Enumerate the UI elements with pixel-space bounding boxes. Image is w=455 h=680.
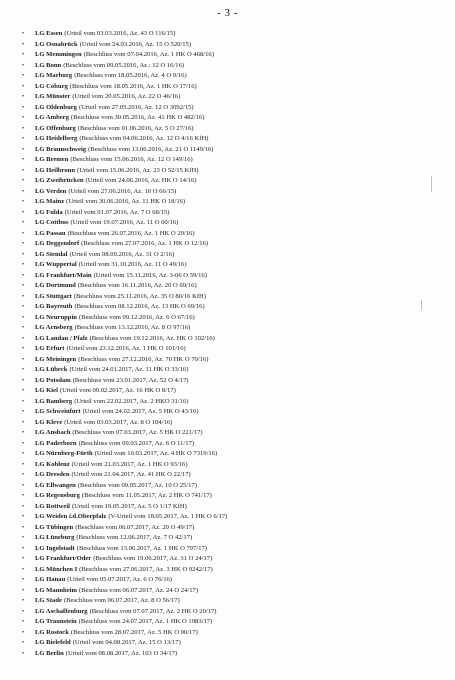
- court-name: LG Bamberg: [35, 397, 73, 405]
- list-item: [22, 596, 449, 607]
- court-decision-list: [22, 29, 449, 659]
- list-item: [22, 365, 449, 376]
- list-item: [22, 229, 449, 240]
- decision-detail: (Beschluss vom 11.05.2017, Az. 2 HK O 741/17): [81, 492, 212, 499]
- list-item: [22, 617, 449, 628]
- decision-detail: (Beschluss vom 06.07.2017, Az. 24 O 24/17): [78, 586, 199, 594]
- court-name: LG Heilbronn: [35, 166, 76, 174]
- bullet-icon: •: [22, 209, 25, 216]
- bullet-icon: •: [22, 41, 25, 48]
- list-item: [22, 575, 449, 586]
- list-item: [22, 113, 449, 124]
- bullet-icon: •: [22, 31, 25, 37]
- bullet-icon: •: [22, 598, 25, 604]
- list-item: [22, 407, 449, 418]
- court-name: LG Marburg: [35, 72, 73, 79]
- decision-detail: (Beschluss vom 18.05.2016, Az. 4 O 9/16): [74, 72, 187, 79]
- court-name: LG Oldenburg: [35, 103, 77, 111]
- decision-detail: (Beschluss vom 25.11.2016, Az. 35 O 80/16 KfH): [73, 292, 206, 300]
- court-name: LG Stade: [35, 597, 62, 604]
- court-name: LG Dortmund: [35, 282, 76, 289]
- bullet-icon: •: [22, 157, 25, 163]
- court-name: LG Berlin: [35, 649, 64, 657]
- decision-detail: (Beschluss vom 28.07.2017, Az. 5 HK O 90/17): [70, 628, 198, 636]
- bullet-icon: •: [22, 503, 25, 510]
- decision-detail: (Beschluss vom 13.06.2016, Az. 21 O 1149/16): [88, 145, 214, 153]
- court-name: LG Ingolstadt: [35, 544, 75, 552]
- list-item: [22, 134, 449, 145]
- bullet-icon: •: [22, 178, 25, 184]
- decision-detail: (Beschluss vom 27.06.2017, Az. 3 HK O 9242/17): [79, 565, 213, 573]
- decision-detail: (Urteil vom 24.02.2017, Az. 5 HK O 43/16): [82, 408, 199, 415]
- decision-detail: (Urteil vom 08.09.2016, Az. 31 O 2/16): [69, 250, 175, 258]
- bullet-icon: •: [22, 650, 25, 657]
- list-item: [22, 260, 449, 271]
- bullet-icon: •: [22, 262, 25, 268]
- court-name: LG Hanau: [35, 576, 66, 583]
- decision-detail: (Urteil vom 27.05.2016, Az. 12 O 3092/15): [78, 103, 194, 111]
- court-name: LG Landau / Pfalz: [35, 334, 88, 342]
- bullet-icon: •: [22, 566, 25, 573]
- list-item: [22, 176, 449, 187]
- court-name: LG Ellwangen: [35, 481, 76, 489]
- list-item: [22, 155, 449, 166]
- court-name: LG Dresden: [35, 471, 70, 478]
- bullet-icon: •: [22, 304, 25, 310]
- court-name: LG Osnabrück: [35, 40, 78, 48]
- decision-detail: (Urteil vom 09.02.2017, Az. 16 HK O 8/17): [59, 387, 176, 394]
- bullet-icon: •: [22, 514, 25, 520]
- bullet-icon: •: [22, 524, 25, 531]
- bullet-icon: •: [22, 62, 25, 69]
- court-name: LG Frankfurt/Oder: [35, 555, 92, 562]
- bullet-icon: •: [22, 587, 25, 594]
- court-name: LG Bayreuth: [35, 303, 73, 310]
- list-item: [22, 439, 449, 450]
- list-item: [22, 491, 449, 502]
- bullet-icon: •: [22, 493, 25, 499]
- court-name: LG Essen: [35, 30, 63, 37]
- court-name: LG Rostock: [35, 628, 69, 636]
- court-name: LG Heidelberg: [35, 135, 78, 142]
- bullet-icon: •: [22, 472, 25, 478]
- decision-detail: (Beschluss vom 18.05.2016, Az. 1 HK O 17/16): [69, 82, 197, 90]
- court-name: LG Coburg: [35, 82, 68, 90]
- decision-detail: (Beschluss vom 06.07.2017, Az. 8 O 56/17): [63, 597, 180, 604]
- court-name: LG Nürnberg-Fürth: [35, 450, 93, 457]
- court-name: LG Neuruppin: [35, 313, 77, 321]
- list-item: [22, 523, 449, 534]
- decision-detail: (Beschluss vom 09.05.2017, Az. 10 O 25/17): [77, 481, 197, 489]
- court-name: LG Deggendorf: [35, 240, 80, 247]
- decision-detail: (Beschluss vom 07.07.2017, Az. 2 HK O 20/17): [89, 607, 217, 615]
- court-name: LG Fulda: [35, 208, 63, 216]
- list-item: [22, 355, 449, 366]
- bullet-icon: •: [22, 451, 25, 457]
- list-item: [22, 586, 449, 597]
- court-name: LG Tübingen: [35, 523, 74, 531]
- bullet-icon: •: [22, 52, 25, 58]
- decision-detail: (Urteil vom 08.08.2017, Az. 103 O 34/17): [65, 649, 178, 657]
- bullet-icon: •: [22, 577, 25, 583]
- bullet-icon: •: [22, 104, 25, 111]
- page-number: - 3 -: [217, 7, 238, 19]
- bullet-icon: •: [22, 94, 25, 100]
- bullet-icon: •: [22, 388, 25, 394]
- decision-detail: (Urteil vom 24.01.2017, Az. 11 HK O 33/16): [69, 366, 189, 373]
- decision-detail: (Urteil vom 24.06.2016, Az. HK O 14/16): [85, 177, 197, 184]
- list-item: [22, 50, 449, 61]
- bullet-icon: •: [22, 545, 25, 552]
- bullet-icon: •: [22, 377, 25, 384]
- court-name: LG Zweibrücken: [35, 177, 84, 184]
- list-item: [22, 40, 449, 51]
- list-item: [22, 460, 449, 471]
- decision-detail: (Beschluss vom 07.03.2017, Az. 5 HK O 221/17): [72, 429, 203, 436]
- court-name: LG Koblenz: [35, 460, 70, 468]
- court-name: LG Traunstein: [35, 618, 77, 625]
- list-item: [22, 512, 449, 523]
- decision-detail: (Beschluss vom 15.06.2016, Az. 12 O 149/16): [70, 156, 193, 163]
- bullet-icon: •: [22, 430, 25, 436]
- list-item: [22, 428, 449, 439]
- decision-detail: (Beschluss vom 13.06.2017, Az. 1 HK O 797/17): [76, 544, 207, 552]
- list-item: [22, 607, 449, 618]
- court-name: LG Lüneburg: [35, 534, 75, 541]
- bullet-icon: •: [22, 73, 25, 79]
- decision-detail: (Beschluss vom 01.06.2016, Az. 5 O 27/16): [77, 124, 194, 132]
- bullet-icon: •: [22, 640, 25, 646]
- court-name: LG Erfurt: [35, 345, 65, 352]
- decision-detail: (Beschluss vom 13.12.2016, Az. 8 O 97/16): [74, 324, 191, 331]
- bullet-icon: •: [22, 325, 25, 331]
- court-name: LG Offenburg: [35, 124, 76, 132]
- list-item: [22, 344, 449, 355]
- decision-detail: (Urteil vom 21.04.2017, Az. 41 HK O 22/17): [71, 471, 191, 478]
- list-item: [22, 197, 449, 208]
- bullet-icon: •: [22, 461, 25, 468]
- list-item: [22, 502, 449, 513]
- bullet-icon: •: [22, 556, 25, 562]
- decision-detail: (Urteil vom 31.10.2016, Az. 11 O 49/16): [78, 261, 187, 268]
- decision-detail: (Urteil vom 15.06.2016, Az. 23 O 52/15 KfH): [77, 166, 199, 174]
- bullet-icon: •: [22, 356, 25, 363]
- bullet-icon: •: [22, 619, 25, 625]
- decision-detail: (Beschluss vom 23.01.2017, Az. 52 O 4/17): [72, 376, 189, 384]
- decision-detail: (Urteil vom 21.03.2017, Az. 1 HK O 93/16): [71, 460, 188, 468]
- court-name: LG Wuppertal: [35, 261, 77, 268]
- court-name: LG Potsdam: [35, 376, 71, 384]
- list-item: [22, 292, 449, 303]
- list-item: [22, 376, 449, 387]
- bullet-icon: •: [22, 125, 25, 132]
- court-name: LG Arnsberg: [35, 324, 73, 331]
- list-item: [22, 565, 449, 576]
- court-name: LG Stuttgart: [35, 292, 72, 300]
- court-name: LG Cottbus: [35, 219, 69, 226]
- decision-detail: (Urteil vom 22.02.2017, Az. 2 HKO 31/16): [74, 397, 189, 405]
- decision-detail: (Urteil vom 03.03.2016, Az. 43 O 116/15): [64, 30, 176, 37]
- bullet-icon: •: [22, 188, 25, 195]
- court-name: LG Verden: [35, 187, 67, 195]
- bullet-icon: •: [22, 335, 25, 342]
- list-item: [22, 187, 449, 198]
- scan-artifact-mark: [421, 300, 422, 310]
- bullet-icon: •: [22, 136, 25, 142]
- list-item: [22, 61, 449, 72]
- list-item: [22, 649, 449, 660]
- list-item: [22, 544, 449, 555]
- court-name: LG Bonn: [35, 61, 62, 69]
- court-name: LG Mainz: [35, 198, 65, 205]
- list-item: [22, 239, 449, 250]
- list-item: [22, 449, 449, 460]
- bullet-icon: •: [22, 167, 25, 174]
- list-item: [22, 481, 449, 492]
- decision-detail: (Urteil vom 04.08.2017, Az. 15 O 13/17): [72, 639, 181, 646]
- list-item: [22, 386, 449, 397]
- list-item: [22, 145, 449, 156]
- bullet-icon: •: [22, 346, 25, 352]
- list-item: [22, 208, 449, 219]
- list-item: [22, 271, 449, 282]
- court-name: LG Bielefeld: [35, 639, 71, 646]
- list-item: [22, 313, 449, 324]
- bullet-icon: •: [22, 440, 25, 447]
- decision-detail: (Beschluss vom 30.05.2016, Az. 41 HK O 482/16): [70, 114, 205, 121]
- list-item: [22, 29, 449, 40]
- list-item: [22, 334, 449, 345]
- decision-detail: (Beschluss vom 12.06.2017, Az. 7 O 42/17): [76, 534, 193, 541]
- court-name: LG Rottweil: [35, 502, 70, 510]
- court-name: LG Kleve: [35, 418, 63, 426]
- decision-detail: (Urteil vom 03.03.2017, Az. 8 O 104/16): [64, 418, 173, 426]
- bullet-icon: •: [22, 535, 25, 541]
- court-name: LG Lübeck: [35, 366, 68, 373]
- bullet-icon: •: [22, 272, 25, 279]
- decision-detail: (Urteil vom 27.06.2016, Az. 10 O 66/15): [68, 187, 177, 195]
- list-item: [22, 533, 449, 544]
- decision-detail: (Beschluss vom 16.11.2016, Az. 20 O 69/16): [77, 282, 197, 289]
- bullet-icon: •: [22, 419, 25, 426]
- bullet-icon: •: [22, 314, 25, 321]
- decision-detail: (Beschluss vom 07.04.2016, Az. 1 HK O 468/16): [83, 51, 214, 58]
- court-name: LG Aschaffenburg: [35, 607, 88, 615]
- list-item: [22, 124, 449, 135]
- decision-detail: (Beschluss vom 19.12.2016, Az. HK O 102/16): [89, 334, 215, 342]
- decision-detail: (Beschluss vom 04.06.2016, Az. 12 O 4/16 KfH): [79, 135, 209, 142]
- court-name: LG Ansbach: [35, 429, 71, 436]
- list-item: [22, 281, 449, 292]
- decision-detail: (Beschluss vom 09.03.2017, Az. 6 O 11/17): [78, 439, 195, 447]
- court-name: LG Paderborn: [35, 439, 77, 447]
- court-name: LG München I: [35, 565, 78, 573]
- court-name: LG Memmingen: [35, 51, 82, 58]
- list-item: [22, 166, 449, 177]
- decision-detail: (Beschluss vom 08.12.2016, Az. 13 HK O 69/16): [74, 303, 205, 310]
- court-name: LG Münster: [35, 93, 71, 100]
- list-item: [22, 250, 449, 261]
- list-item: [22, 470, 449, 481]
- decision-detail: (Urteil vom 19.07.2016, Az. 11 O 60/16): [70, 219, 179, 226]
- scan-artifact-mark: [431, 176, 432, 192]
- bullet-icon: •: [22, 608, 25, 615]
- bullet-icon: •: [22, 367, 25, 373]
- court-name: LG Weiden i.d.Oberpfalz: [35, 513, 107, 520]
- court-name: LG Regensburg: [35, 492, 80, 499]
- decision-detail: (Urteil vom 19.05.2017, Az. 5 O 1/17 KfH): [71, 502, 187, 510]
- list-item: [22, 638, 449, 649]
- decision-detail: (Urteil vom 05.07.2017, Az. 6 O 76/16): [67, 576, 172, 583]
- decision-detail: (Beschluss vom 24.07.2017, Az. 1 HK O 1983/17): [78, 618, 213, 625]
- decision-detail: (Beschluss vom 27.07.2016, Az. 1 HK O 12/16): [81, 240, 209, 247]
- decision-detail: (Urteil vom 20.05.2016, Az. 22 O 46/16): [72, 93, 181, 100]
- bullet-icon: •: [22, 230, 25, 237]
- list-item: [22, 397, 449, 408]
- bullet-icon: •: [22, 251, 25, 258]
- list-item: [22, 82, 449, 93]
- bullet-icon: •: [22, 283, 25, 289]
- decision-detail: (V-Urteil vom 18.05.2017, Az. 1 HK O 6/17): [108, 513, 228, 520]
- court-name: LG Braunschweig: [35, 145, 87, 153]
- bullet-icon: •: [22, 146, 25, 153]
- list-item: [22, 554, 449, 565]
- list-item: [22, 71, 449, 82]
- court-name: LG Kiel: [35, 387, 58, 394]
- bullet-icon: •: [22, 293, 25, 300]
- court-name: LG Frankfurt/Main: [35, 271, 92, 279]
- court-name: LG Meiningen: [35, 355, 77, 363]
- list-item: [22, 302, 449, 313]
- decision-detail: (Urteil vom 30.06.2016, Az. 11 HK O 18/16): [66, 198, 186, 205]
- bullet-icon: •: [22, 241, 25, 247]
- decision-detail: (Urteil vom 10.03.2017, Az. 4 HK O 7319/16): [94, 450, 218, 457]
- list-item: [22, 418, 449, 429]
- court-name: LG Passau: [35, 229, 66, 237]
- list-item: [22, 218, 449, 229]
- bullet-icon: •: [22, 482, 25, 489]
- list-item: [22, 323, 449, 334]
- decision-detail: (Beschluss vom 09.05.2016, Az.: 12 O 16/16): [63, 61, 185, 69]
- bullet-icon: •: [22, 629, 25, 636]
- decision-detail: (Urteil vom 24.03.2016, Az. 15 O 520/15): [79, 40, 192, 48]
- decision-detail: (Urteil vom 01.07.2016, Az. 7 O 68/15): [64, 208, 170, 216]
- bullet-icon: •: [22, 409, 25, 415]
- decision-detail: (Beschluss vom 09.12.2016, Az. 6 O 67/16): [78, 313, 195, 321]
- decision-detail: (Beschluss vom 06.07.2017, Az. 20 O 49/17): [75, 523, 195, 531]
- decision-detail: (Beschluss vom 26.07.2016, Az. 1 HK O 29/16): [67, 229, 195, 237]
- bullet-icon: •: [22, 398, 25, 405]
- decision-detail: (Beschluss vom 19.06.2017, Az. 31 O 24/17): [93, 555, 213, 562]
- decision-detail: (Urteil vom 23.12.2016, Az. 1 HK O 101/16): [66, 345, 186, 352]
- bullet-icon: •: [22, 115, 25, 121]
- list-item: [22, 628, 449, 639]
- court-name: LG Stendal: [35, 250, 68, 258]
- court-name: LG Schweinfurt: [35, 408, 81, 415]
- decision-detail: (Urteil vom 15.11.2016, Az. 3-06 O 59/16): [93, 271, 207, 279]
- list-item: [22, 92, 449, 103]
- bullet-icon: •: [22, 199, 25, 205]
- bullet-icon: •: [22, 220, 25, 226]
- list-item: [22, 103, 449, 114]
- court-name: LG Bremen: [35, 156, 69, 163]
- court-name: LG Amberg: [35, 114, 69, 121]
- court-name: LG Mannheim: [35, 586, 77, 594]
- decision-detail: (Beschluss vom 27.12.2016, Az. 70 HK O 70/16): [78, 355, 209, 363]
- bullet-icon: •: [22, 83, 25, 90]
